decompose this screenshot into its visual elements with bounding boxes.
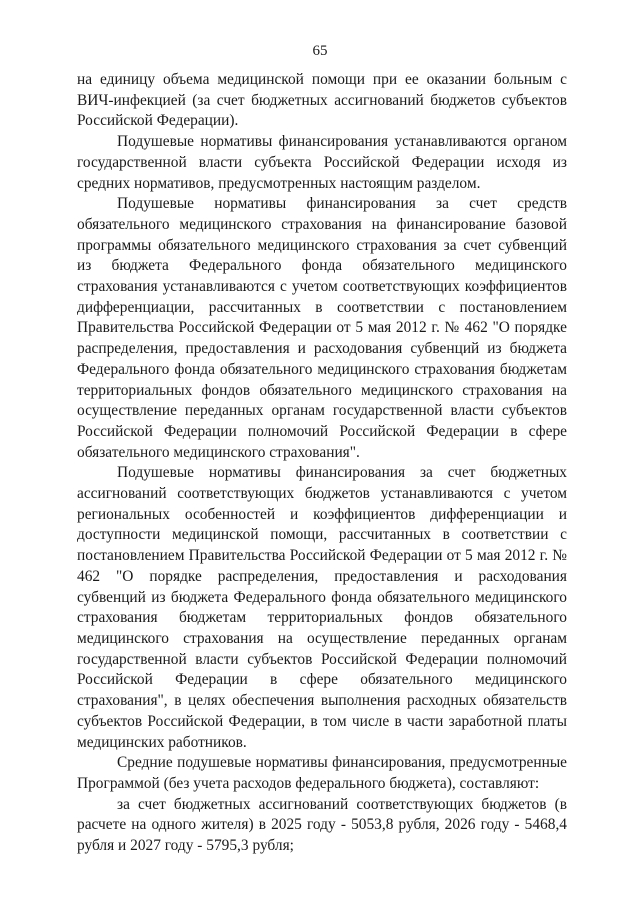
page-number: 65 [312, 43, 328, 59]
paragraph-average-normatives: Средние подушевые нормативы финансирования, предусмотренные Программой (без учета расходов федерального бюджета), составляют: [77, 754, 567, 792]
document-body [77, 70, 567, 857]
paragraph-regional-authority: Подушевые нормативы финансирования устанавливаются органом государственной власти субъекта Российской Федерации исходя из средних нормативов, предусмотренных настоящим разделом. [77, 133, 567, 192]
paragraph-continuation: на единицу объема медицинской помощи при ее оказании больным с ВИЧ-инфекцией (за счет бюджетных ассигнований бюджетов субъектов Российской Федерации). [77, 71, 567, 130]
paragraph-oms-normatives: Подушевые нормативы финансирования за счет средств обязательного медицинского страхования на финансирование базовой программы обязательного медицинского страхования за счет субвенций из бюджета Федерального фонда обязательного медицинского страхования устанавливаются с учетом соответствующих коэффициентов дифференциации, рассчитанных в соответствии с постановлением Правительства Российской Федерации от 5 мая 2012 г. № 462 "О порядке распределения, предоставления и расходования субвенций из бюджета Федерального фонда обязательного медицинского страхования бюджетам территориальных фондов обязательного медицинского страхования на осуществление переданных органам государственной власти субъектов Российской Федерации полномочий Российской Федерации в сфере обязательного медицинского страхования". [77, 195, 567, 461]
paragraph-budget-normatives: Подушевые нормативы финансирования за счет бюджетных ассигнований соответствующих бюджетов устанавливаются с учетом региональных особенностей и коэффициентов дифференциации и доступности медицинской помощи, рассчитанных в соответствии с постановлением Правительства Российской Федерации от 5 мая 2012 г. № 462 "О порядке распределения, предоставления и расходования субвенций из бюджета Федерального фонда обязательного медицинского страхования бюджетам территориальных фондов обязательного медицинского страхования на осуществление переданных органам государственной власти субъектов Российской Федерации полномочий Российской Федерации в сфере обязательного медицинского страхования", в целях обеспечения выполнения расходных обязательств субъектов Российской Федерации, в том числе в части заработной платы медицинских работников. [77, 464, 567, 751]
paragraph-budget-per-capita: за счет бюджетных ассигнований соответствующих бюджетов (в расчете на одного жителя) в 2025 году - 5053,8 рубля, 2026 году - 5468,4 рубля и 2027 году - 5795,3 рубля; [77, 795, 567, 855]
